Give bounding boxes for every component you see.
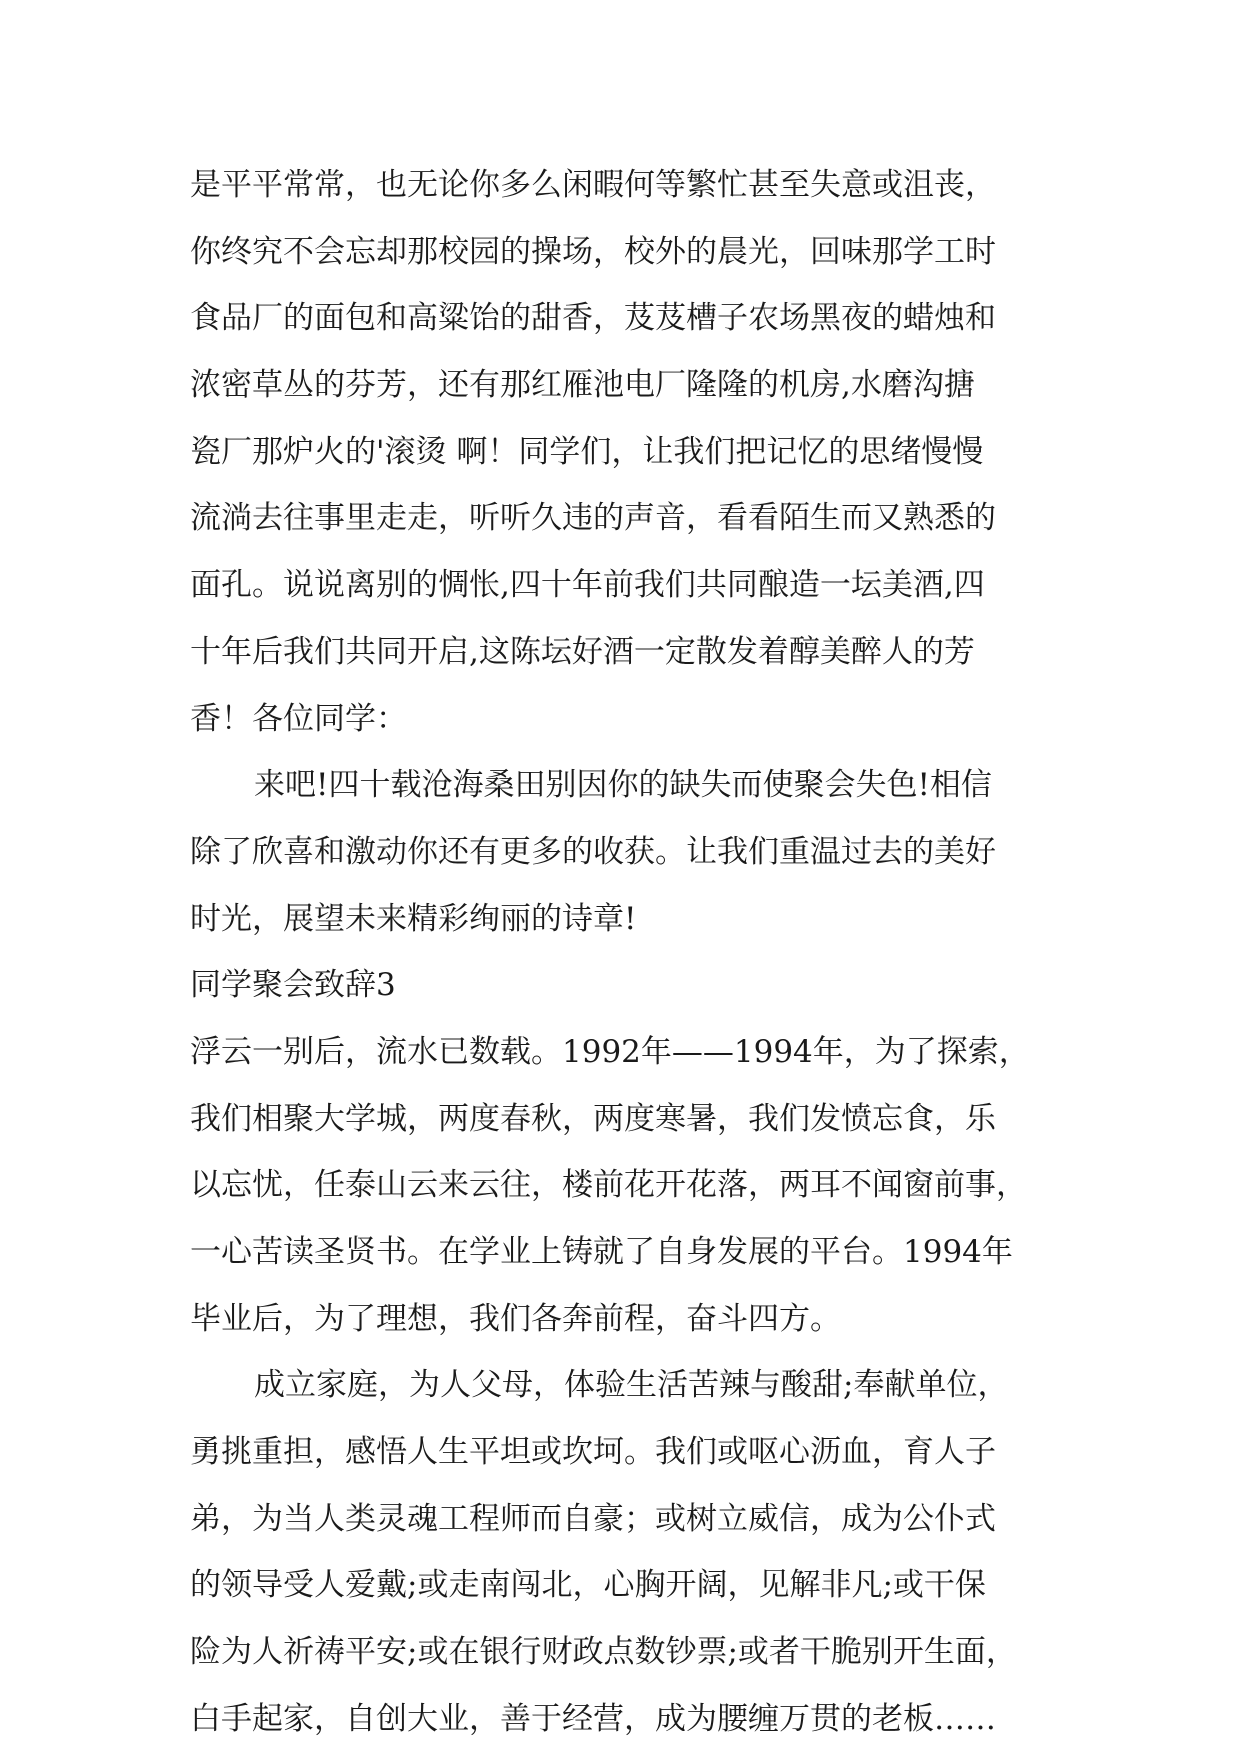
text-line: 的领导受人爱戴;或走南闯北，心胸开阔，见解非凡;或干保	[190, 1567, 986, 1604]
text-line: 十年后我们共同开启,这陈坛好酒一定散发着醇美醉人的芳	[190, 633, 975, 670]
text-line: 一心苦读圣贤书。在学业上铸就了自身发展的平台。1994年	[190, 1234, 1013, 1270]
text-line: 你终究不会忘却那校园的操场，校外的晨光，回味那学工时	[190, 233, 996, 270]
paragraph-first-line: 成立家庭，为人父母，体验生活苦辣与酸甜;奉献单位，	[254, 1367, 1009, 1404]
text-line: 毕业后，为了理想，我们各奔前程，奋斗四方。	[190, 1300, 841, 1337]
text-line: 流淌去往事里走走，听听久违的声音，看看陌生而又熟悉的	[190, 500, 996, 537]
text-line: 勇挑重担，感悟人生平坦或坎坷。我们或呕心沥血，育人子	[190, 1434, 996, 1471]
text-line: 我们相聚大学城，两度春秋，两度寒暑，我们发愤忘食，乐	[190, 1100, 996, 1137]
text-line: 是平平常常，也无论你多么闲暇何等繁忙甚至失意或沮丧，	[190, 167, 996, 203]
text-line: 面孔。说说离别的惆怅,四十年前我们共同酿造一坛美酒,四	[190, 567, 985, 604]
text-line: 以忘忧，任泰山云来云往，楼前花开花落，两耳不闻窗前事，	[190, 1167, 1027, 1204]
document-body	[190, 152, 1070, 1753]
text-line: 弟，为当人类灵魂工程师而自豪；或树立威信，成为公仆式	[190, 1500, 996, 1537]
text-line: 除了欣喜和激动你还有更多的收获。让我们重温过去的美好	[190, 833, 996, 870]
paragraph-first-line: 来吧!四十载沧海桑田别因你的缺失而使聚会失色!相信	[254, 767, 992, 804]
text-line: 香！各位同学：	[190, 700, 407, 737]
text-line: 白手起家，自创大业，善于经营，成为腰缠万贯的老板……	[190, 1700, 996, 1737]
text-line: 浮云一别后，流水已数载。1992年——1994年，为了探索，	[190, 1033, 1030, 1070]
text-line: 险为人祈祷平安;或在银行财政点数钞票;或者干脆别开生面，	[190, 1634, 1017, 1671]
section-heading: 同学聚会致辞3	[190, 967, 396, 1004]
text-line: 瓷厂那炉火的'滚烫 啊！同学们，让我们把记忆的思绪慢慢	[190, 433, 984, 470]
text-line: 时光，展望未来精彩绚丽的诗章!	[190, 900, 637, 937]
text-line: 食品厂的面包和高粱饴的甜香，芨芨槽子农场黑夜的蜡烛和	[190, 300, 996, 337]
text-line: 浓密草丛的芬芳，还有那红雁池电厂隆隆的机房,水磨沟搪	[190, 367, 975, 404]
